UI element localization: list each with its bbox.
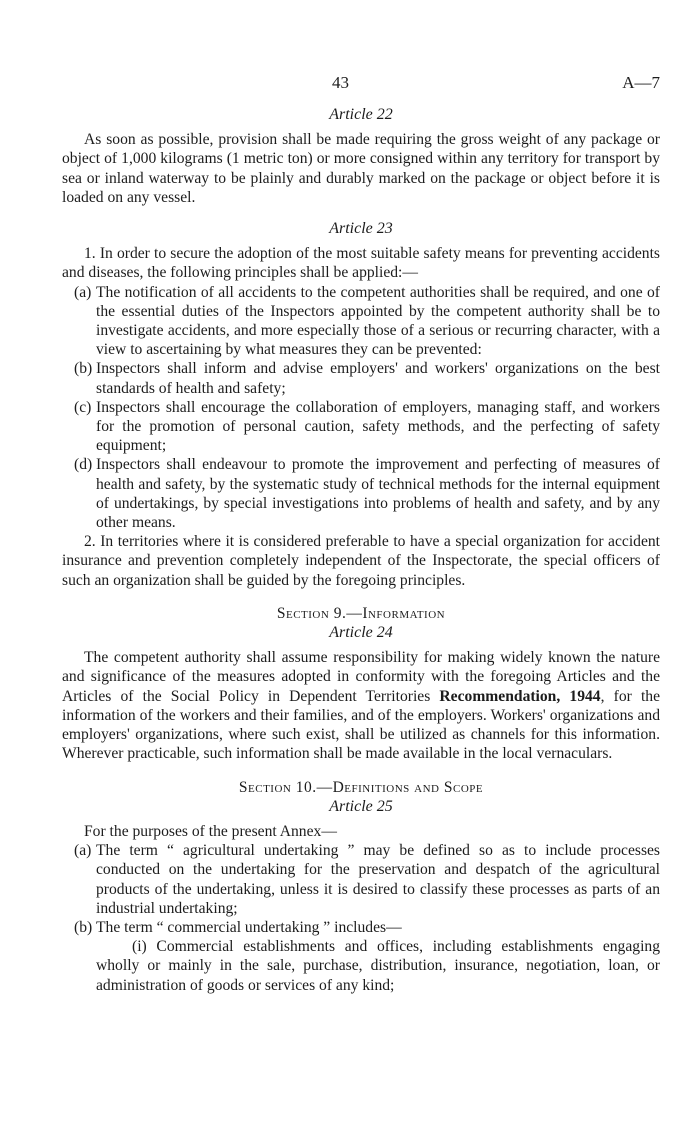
article-23-item-c bbox=[74, 398, 660, 456]
item-text: Inspectors shall encourage the collaboration of employers, managing staff, and workers for the promotion of personal caution, safety methods, and the perfecting of safety equipment; bbox=[96, 398, 660, 455]
article-25-sub-item-i: (i) Commercial establishments and offices, including establishments engaging wholly or mainly in the sale, purchase, distribution, insurance, negotiation, loan, or administration of goods or services of any kind; bbox=[96, 938, 660, 994]
item-label: (a) bbox=[74, 283, 92, 301]
article-22-heading: Article 22 bbox=[329, 106, 393, 123]
article-23-item-b bbox=[74, 359, 660, 397]
item-label: (d) bbox=[74, 456, 93, 474]
article-24-text bbox=[62, 648, 660, 763]
page-header bbox=[62, 73, 660, 93]
item-text: The term “ agricultural undertaking ” may be defined so as to include processes conducted on the undertaking for the preservation and despatch of the agricultural products of the undertaking, unless it is desired to classify these processes as parts of an industrial undertaking; bbox=[96, 842, 660, 917]
article-23-item-a bbox=[74, 283, 660, 360]
article-24-heading: Article 24 bbox=[329, 624, 393, 642]
article-23-intro: 1. In order to secure the adoption of the most suitable safety means for preventing accidents and diseases, the following principles shall be applied:— bbox=[62, 245, 660, 282]
section-9-heading: Section 9.—Information bbox=[276, 604, 446, 622]
item-label: (b) bbox=[74, 360, 93, 378]
article-25-heading: Article 25 bbox=[329, 797, 393, 815]
item-label: (a) bbox=[74, 842, 92, 860]
article-22-text: As soon as possible, provision shall be made requiring the gross weight of any package or object of 1,000 kilograms (1 metric ton) or more consigned within any territory for transport by sea or inland waterway to be plainly and durably marked on the package or object before it is loaded on any vessel. bbox=[62, 131, 660, 206]
item-label: (b) bbox=[74, 918, 93, 936]
article-23-para-2: 2. In territories where it is considered preferable to have a special organization for accident insurance and prevention completely independent of the Inspectorate, the special officers of such an organization shall be guided by the foregoing principles. bbox=[62, 533, 660, 589]
article-24-text-start: The competent authority shall assume responsibility for making widely known the nature and significance of the measures adopted in conformity with the foregoing Articles and the Articles of the Social Policy in Dependent Territories bbox=[62, 649, 660, 705]
item-text: Inspectors shall inform and advise employers' and workers' organizations on the best standards of health and safety; bbox=[96, 360, 660, 397]
article-24-text-bold: Recommendation, 1944 bbox=[439, 687, 601, 705]
page-number: 43 bbox=[332, 73, 349, 92]
item-label: (c) bbox=[74, 398, 92, 416]
article-25-intro: For the purposes of the present Annex— bbox=[84, 822, 337, 840]
item-text: Inspectors shall endeavour to promote the improvement and perfecting of measures of health and safety, by the systematic study of technical methods for the internal equipment of undertakings, by special investigations into problems of health and safety, and by any other means. bbox=[96, 456, 660, 532]
item-text: The term “ commercial undertaking ” includes— bbox=[96, 918, 402, 936]
article-23-heading: Article 23 bbox=[329, 220, 393, 238]
body-text bbox=[62, 105, 660, 995]
article-25-item-b bbox=[74, 918, 660, 937]
article-25-item-a bbox=[74, 841, 660, 918]
section-10-heading: Section 10.—Definitions and Scope bbox=[238, 778, 484, 796]
article-23-item-d bbox=[74, 455, 660, 532]
page-reference: A—7 bbox=[622, 73, 660, 92]
article-24-text-end: , for the information of the workers and their families, and of the employers. Workers' organizations and employers' organizations, where such exist, shall be utilized as channels for this information. Wherever practicable, such information shall be made available in the local vernaculars. bbox=[62, 687, 660, 763]
item-text: The notification of all accidents to the competent authorities shall be required, and one of the essential duties of the Inspectors appointed by the competent authority shall be to investigate accidents, and more especially those of a serious or recurring character, with a view to ascertaining by what measures they can be prevented: bbox=[96, 283, 660, 359]
